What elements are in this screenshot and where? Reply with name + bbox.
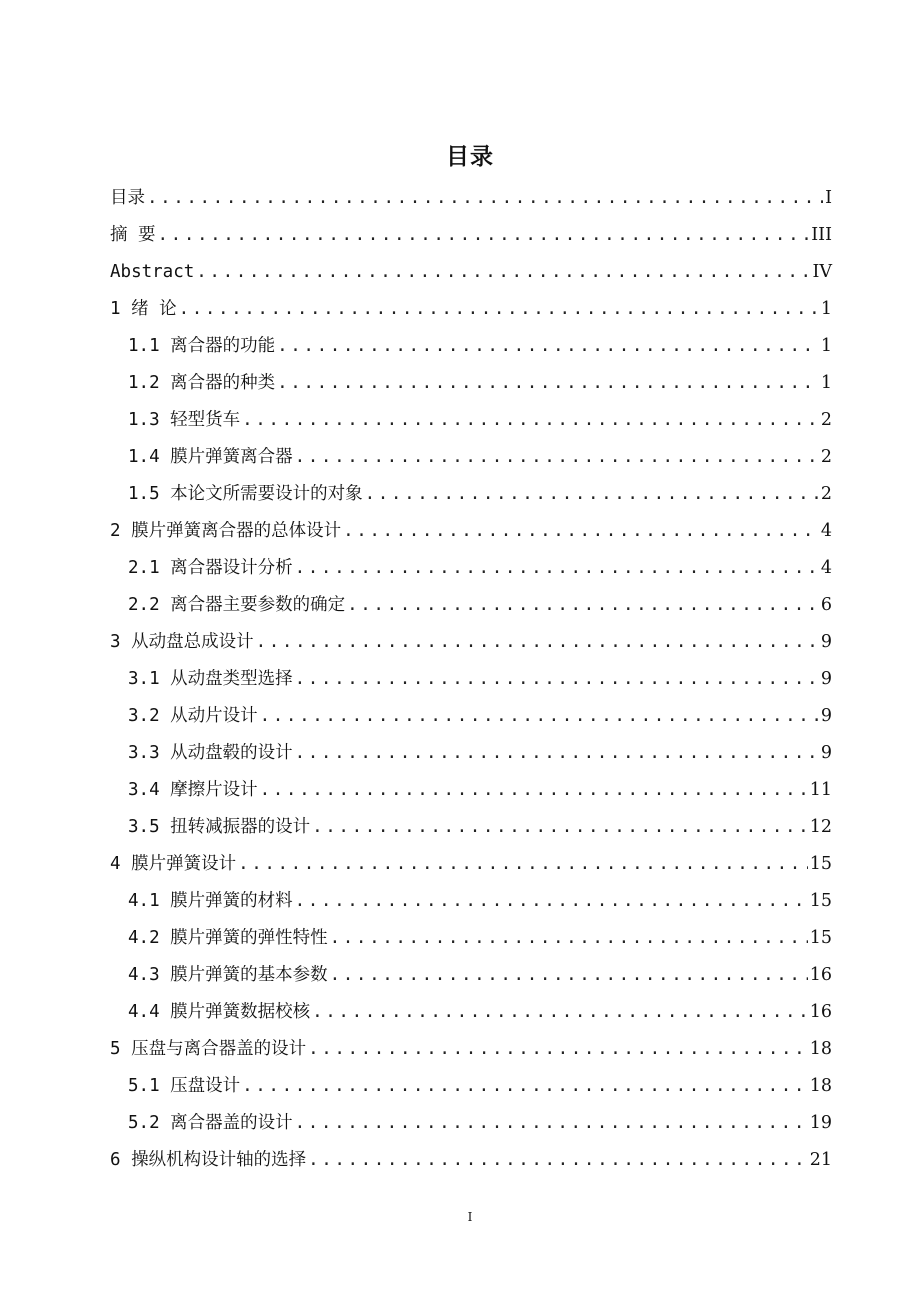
toc-entry-label: 2.1 离合器设计分析 [128, 558, 293, 578]
toc-entry[interactable] [110, 291, 832, 328]
toc-entry-page-number: 15 [809, 928, 832, 948]
toc-dot-leader [242, 1068, 808, 1105]
toc-entry-label: 6 操纵机构设计轴的选择 [110, 1150, 307, 1170]
toc-entry-page-number: 6 [820, 595, 832, 615]
page-title: 目录 [446, 144, 494, 170]
toc-entry[interactable] [110, 846, 832, 883]
toc-entry-label: Abstract [110, 262, 195, 282]
toc-dot-leader [312, 994, 808, 1031]
toc-dot-leader [295, 735, 819, 772]
toc-entry[interactable] [110, 217, 832, 254]
toc-entry[interactable] [110, 698, 832, 735]
toc-entry-page-number: 15 [809, 891, 832, 911]
toc-dot-leader [147, 180, 823, 217]
toc-entry-page-number: 4 [820, 558, 832, 578]
toc-entry[interactable] [110, 1068, 832, 1105]
toc-entry-page-number: 19 [809, 1113, 832, 1133]
toc-entry-page-number: 2 [820, 447, 832, 467]
toc-entry-page-number: 9 [820, 669, 832, 689]
toc-entry-label: 摘 要 [110, 225, 156, 245]
toc-dot-leader [330, 957, 808, 994]
toc-entry[interactable] [110, 957, 832, 994]
toc-entry[interactable] [110, 587, 832, 624]
toc-entry[interactable] [110, 1105, 832, 1142]
toc-entry-page-number: 15 [809, 854, 832, 874]
toc-entry-label: 4.2 膜片弹簧的弹性特性 [128, 928, 328, 948]
toc-entry[interactable] [110, 661, 832, 698]
toc-dot-leader [312, 809, 808, 846]
toc-entry-label: 3.1 从动盘类型选择 [128, 669, 293, 689]
toc-entry[interactable] [110, 180, 832, 217]
toc-entry-page-number: 9 [820, 706, 832, 726]
toc-entry-page-number: 2 [820, 484, 832, 504]
toc-entry-page-number: 9 [820, 632, 832, 652]
toc-entry[interactable] [110, 994, 832, 1031]
toc-entry[interactable] [110, 1142, 832, 1179]
toc-entry-label: 4.1 膜片弹簧的材料 [128, 891, 293, 911]
toc-entry-page-number: 16 [809, 1002, 832, 1022]
toc-entry-page-number: 1 [820, 373, 832, 393]
toc-dot-leader [347, 587, 819, 624]
toc-entry-page-number: 18 [809, 1039, 832, 1059]
toc-entry-page-number: 21 [809, 1150, 832, 1170]
toc-entry-label: 4.4 膜片弹簧数据校核 [128, 1002, 311, 1022]
toc-dot-leader [277, 365, 819, 402]
toc-entry[interactable] [110, 439, 832, 476]
toc-entry-label: 5 压盘与离合器盖的设计 [110, 1039, 307, 1059]
toc-entry-page-number: 1 [820, 336, 832, 356]
toc-dot-leader [277, 328, 819, 365]
toc-dot-leader [242, 402, 819, 439]
toc-entry-page-number: 4 [820, 521, 832, 541]
toc-entry[interactable] [110, 476, 832, 513]
toc-entry-label: 2 膜片弹簧离合器的总体设计 [110, 521, 342, 541]
toc-entry[interactable] [110, 809, 832, 846]
toc-dot-leader [196, 254, 810, 291]
toc-entry-label: 目录 [110, 188, 145, 208]
toc-entry-label: 1.3 轻型货车 [128, 410, 241, 430]
toc-entry[interactable] [110, 772, 832, 809]
toc-entry-page-number: 9 [820, 743, 832, 763]
toc-dot-leader [238, 846, 808, 883]
toc-entry-label: 1 绪 论 [110, 299, 177, 319]
toc-entry-label: 5.2 离合器盖的设计 [128, 1113, 293, 1133]
toc-dot-leader [308, 1031, 808, 1068]
toc-dot-leader [260, 772, 808, 809]
toc-entry[interactable] [110, 254, 832, 291]
toc-entry-label: 3.4 摩擦片设计 [128, 780, 258, 800]
toc-dot-leader [295, 550, 819, 587]
toc-entry-label: 3.2 从动片设计 [128, 706, 258, 726]
toc-entry[interactable] [110, 365, 832, 402]
toc-entry-label: 5.1 压盘设计 [128, 1076, 241, 1096]
toc-entry[interactable] [110, 513, 832, 550]
toc-entry-page-number: 12 [809, 817, 832, 837]
toc-entry-label: 3 从动盘总成设计 [110, 632, 254, 652]
toc-dot-leader [295, 439, 819, 476]
toc-dot-leader [295, 883, 808, 920]
toc-dot-leader [158, 217, 810, 254]
toc-dot-leader [260, 698, 819, 735]
toc-entry-label: 1.5 本论文所需要设计的对象 [128, 484, 363, 504]
toc-entry-label: 3.5 扭转减振器的设计 [128, 817, 311, 837]
toc-dot-leader [179, 291, 819, 328]
toc-entry-page-number: III [811, 225, 832, 245]
toc-entry[interactable] [110, 883, 832, 920]
toc-entry-page-number: 16 [809, 965, 832, 985]
toc-entry[interactable] [110, 328, 832, 365]
toc-entry-label: 3.3 从动盘毂的设计 [128, 743, 293, 763]
toc-entry-label: 4 膜片弹簧设计 [110, 854, 237, 874]
toc-entry[interactable] [110, 1031, 832, 1068]
toc-entry[interactable] [110, 920, 832, 957]
toc-entry-label: 1.2 离合器的种类 [128, 373, 276, 393]
toc-dot-leader [330, 920, 808, 957]
toc-dot-leader [256, 624, 819, 661]
toc-entry-label: 1.4 膜片弹簧离合器 [128, 447, 293, 467]
toc-entry-page-number: 18 [809, 1076, 832, 1096]
toc-entry-label: 2.2 离合器主要参数的确定 [128, 595, 346, 615]
toc-dot-leader [365, 476, 819, 513]
page-number-footer: I [467, 1210, 473, 1224]
toc-entry[interactable] [110, 735, 832, 772]
toc-entry-page-number: 2 [820, 410, 832, 430]
toc-dot-leader [295, 1105, 808, 1142]
table-of-contents [110, 180, 832, 1179]
toc-dot-leader [295, 661, 819, 698]
toc-entry-label: 1.1 离合器的功能 [128, 336, 276, 356]
toc-dot-leader [343, 513, 819, 550]
toc-entry-label: 4.3 膜片弹簧的基本参数 [128, 965, 328, 985]
toc-entry-page-number: 11 [809, 780, 832, 800]
toc-entry-page-number: 1 [820, 299, 832, 319]
toc-entry-page-number: IV [812, 262, 832, 282]
toc-entry[interactable] [110, 624, 832, 661]
toc-entry-page-number: I [825, 188, 832, 208]
toc-entry[interactable] [110, 402, 832, 439]
toc-dot-leader [308, 1142, 808, 1179]
toc-entry[interactable] [110, 550, 832, 587]
